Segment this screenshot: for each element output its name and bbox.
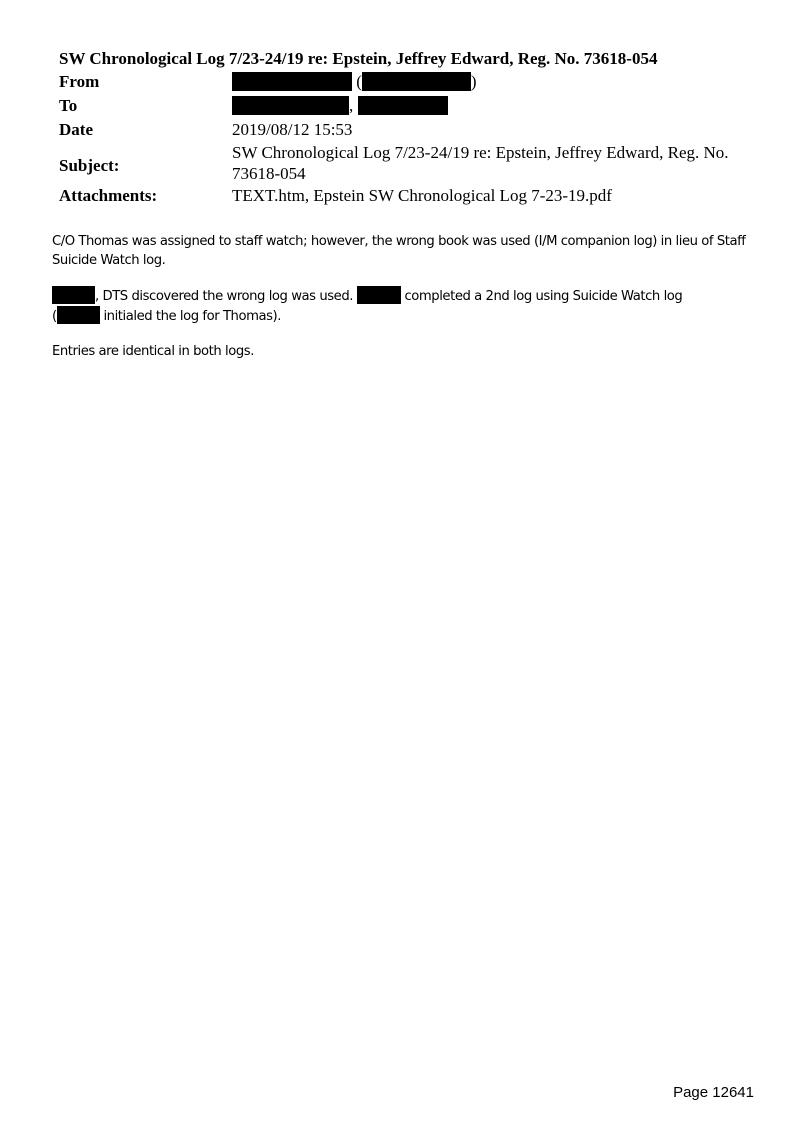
attachments-row bbox=[59, 184, 759, 208]
subject-value: SW Chronological Log 7/23-24/19 re: Epstein, Jeffrey Edward, Reg. No. 73618-054 bbox=[232, 143, 729, 183]
from-row bbox=[59, 70, 759, 94]
attachments-value: TEXT.htm, Epstein SW Chronological Log 7-23-19.pdf bbox=[232, 186, 612, 205]
paragraph-discovery bbox=[52, 286, 752, 326]
to-value bbox=[232, 94, 759, 118]
from-value bbox=[232, 70, 759, 94]
second-log-text: completed a 2nd log using Suicide Watch log bbox=[404, 289, 683, 304]
email-header bbox=[59, 48, 759, 208]
paragraph-identical: Entries are identical in both logs. bbox=[52, 344, 254, 359]
paragraph-assignment: C/O Thomas was assigned to staff watch; however, the wrong book was used (I/M companion log) in lieu of Staff Suicide Watch log. bbox=[52, 234, 746, 268]
redaction-block bbox=[357, 286, 401, 304]
date-label: Date bbox=[59, 120, 93, 139]
date-value: 2019/08/12 15:53 bbox=[232, 120, 353, 139]
redaction-block bbox=[52, 286, 95, 304]
from-label: From bbox=[59, 72, 100, 91]
page-number: Page 12641 bbox=[673, 1084, 754, 1101]
document-title: SW Chronological Log 7/23-24/19 re: Epstein, Jeffrey Edward, Reg. No. 73618-054 bbox=[59, 49, 658, 68]
redaction-block bbox=[358, 96, 448, 115]
to-row bbox=[59, 94, 759, 118]
redaction-block bbox=[232, 72, 352, 91]
subject-label: Subject: bbox=[59, 156, 120, 175]
to-label: To bbox=[59, 96, 78, 115]
redaction-block bbox=[232, 96, 349, 115]
attachments-label: Attachments: bbox=[59, 186, 158, 205]
initialed-text: initialed the log for Thomas). bbox=[103, 309, 281, 324]
discovery-text: , DTS discovered the wrong log was used. bbox=[95, 289, 353, 304]
message-body bbox=[52, 232, 752, 377]
redaction-block bbox=[362, 72, 471, 91]
from-open-paren: ( bbox=[356, 72, 362, 91]
subject-row bbox=[59, 142, 759, 184]
redaction-block bbox=[57, 306, 100, 324]
to-separator: , bbox=[349, 96, 354, 115]
open-paren: ( bbox=[52, 309, 57, 324]
from-close-paren: ) bbox=[470, 72, 477, 91]
date-row bbox=[59, 118, 759, 142]
